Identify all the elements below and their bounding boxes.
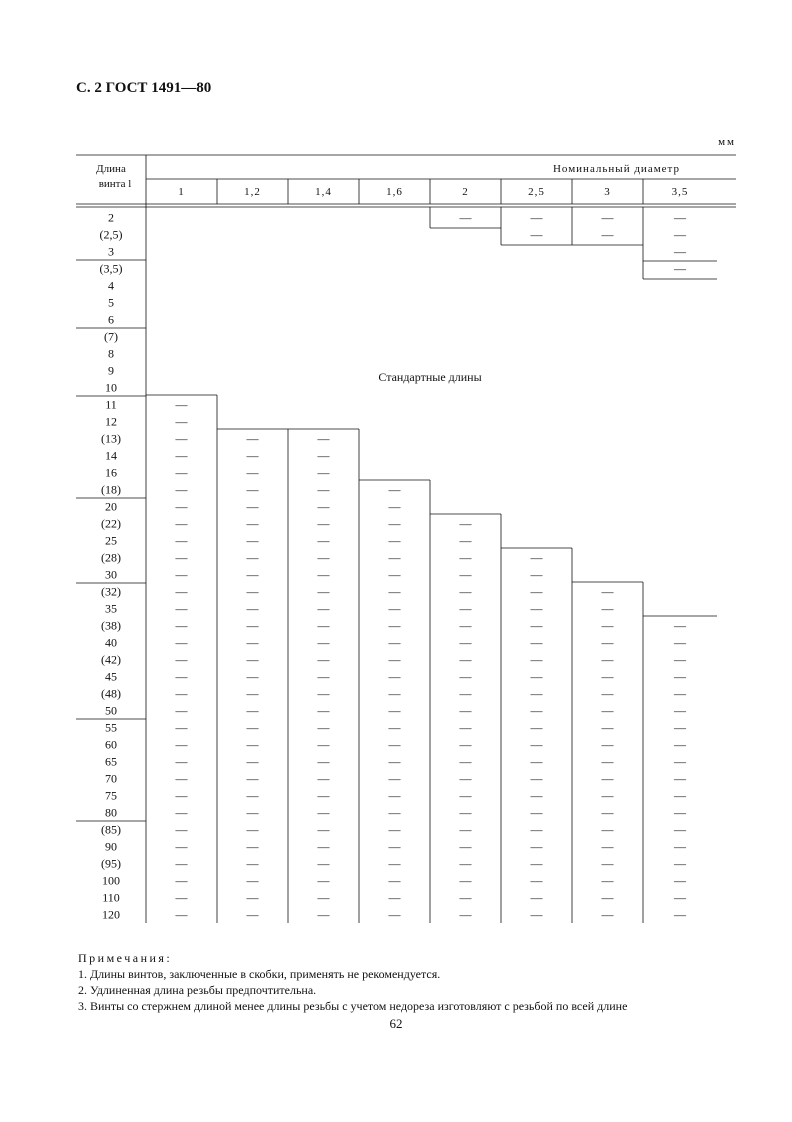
cell-dash: —: [530, 635, 543, 650]
cell-dash: —: [246, 431, 259, 446]
length-value: 25: [105, 533, 117, 548]
length-value: 2: [108, 210, 114, 225]
cell-dash: —: [317, 533, 330, 548]
length-value: 3: [108, 244, 114, 259]
cell-dash: —: [459, 533, 472, 548]
cell-dash: —: [246, 482, 259, 497]
cell-dash: —: [246, 533, 259, 548]
cell-dash: —: [246, 873, 259, 888]
cell-dash: —: [175, 635, 188, 650]
cell-dash: —: [459, 737, 472, 752]
cell-dash: —: [175, 788, 188, 803]
cell-dash: —: [674, 873, 686, 888]
cell-dash: —: [317, 601, 330, 616]
cell-dash: —: [388, 584, 401, 599]
cell-dash: —: [674, 227, 686, 242]
cell-dash: —: [459, 822, 472, 837]
cell-dash: —: [246, 805, 259, 820]
cell-dash: —: [388, 771, 401, 786]
cell-dash: —: [246, 771, 259, 786]
cell-dash: —: [530, 703, 543, 718]
cell-dash: —: [317, 465, 330, 480]
cell-dash: —: [175, 499, 188, 514]
cell-dash: —: [388, 890, 401, 905]
length-value: 6: [108, 312, 114, 327]
cell-dash: —: [388, 635, 401, 650]
cell-dash: —: [175, 431, 188, 446]
cell-dash: —: [674, 805, 686, 820]
cell-dash: —: [175, 533, 188, 548]
cell-dash: —: [388, 533, 401, 548]
cell-dash: —: [388, 907, 401, 922]
note-item: 2. Удлиненная длина резьбы предпочтительна.: [78, 983, 317, 997]
cell-dash: —: [388, 839, 401, 854]
cell-dash: —: [530, 720, 543, 735]
cell-dash: —: [459, 601, 472, 616]
diameter-header: 3: [604, 186, 611, 198]
cell-dash: —: [459, 567, 472, 582]
cell-dash: —: [388, 618, 401, 633]
cell-dash: —: [317, 448, 330, 463]
cell-dash: —: [175, 805, 188, 820]
cell-dash: —: [601, 805, 614, 820]
cell-dash: —: [388, 873, 401, 888]
length-value: 45: [105, 669, 117, 684]
cell-dash: —: [459, 669, 472, 684]
cell-dash: —: [674, 822, 686, 837]
cell-dash: —: [317, 737, 330, 752]
cell-dash: —: [246, 567, 259, 582]
cell-dash: —: [317, 686, 330, 701]
diameter-header: 1,6: [386, 186, 403, 198]
cell-dash: —: [530, 686, 543, 701]
cell-dash: —: [530, 788, 543, 803]
cell-dash: —: [601, 601, 614, 616]
page-header: С. 2 ГОСТ 1491—80: [76, 80, 212, 96]
cell-dash: —: [175, 601, 188, 616]
cell-dash: —: [175, 567, 188, 582]
cell-dash: —: [388, 822, 401, 837]
cell-dash: —: [246, 669, 259, 684]
cell-dash: —: [317, 584, 330, 599]
cell-dash: —: [674, 669, 686, 684]
length-value: (32): [101, 584, 121, 599]
cell-dash: —: [317, 499, 330, 514]
length-value: (28): [101, 550, 121, 565]
note-item: 3. Винты со стержнем длиной менее длины резьбы с учетом недореза изготовляют с резьбой по всей длине: [78, 999, 628, 1013]
cell-dash: —: [674, 907, 686, 922]
cell-dash: —: [674, 890, 686, 905]
standard-lengths-label: Стандартные длины: [378, 370, 482, 384]
cell-dash: —: [246, 720, 259, 735]
cell-dash: —: [175, 448, 188, 463]
cell-dash: —: [317, 550, 330, 565]
cell-dash: —: [388, 720, 401, 735]
notes: [78, 950, 738, 1014]
cell-dash: —: [530, 227, 543, 242]
cell-dash: —: [530, 550, 543, 565]
cell-dash: —: [601, 669, 614, 684]
cell-dash: —: [317, 618, 330, 633]
length-value: (18): [101, 482, 121, 497]
cell-dash: —: [175, 873, 188, 888]
cell-dash: —: [317, 771, 330, 786]
cell-dash: —: [674, 210, 686, 225]
cell-dash: —: [674, 652, 686, 667]
cell-dash: —: [459, 788, 472, 803]
cell-dash: —: [388, 737, 401, 752]
cell-dash: —: [246, 601, 259, 616]
cell-dash: —: [530, 601, 543, 616]
cell-dash: —: [317, 431, 330, 446]
cell-dash: —: [601, 703, 614, 718]
length-value: 55: [105, 720, 117, 735]
cell-dash: —: [601, 720, 614, 735]
cell-dash: —: [601, 210, 614, 225]
cell-dash: —: [674, 261, 686, 276]
cell-dash: —: [674, 856, 686, 871]
length-value: (7): [104, 329, 118, 344]
col-header-length: винта l: [98, 178, 132, 190]
cell-dash: —: [246, 448, 259, 463]
cell-dash: —: [674, 788, 686, 803]
cell-dash: —: [674, 771, 686, 786]
cell-dash: —: [175, 550, 188, 565]
cell-dash: —: [175, 397, 188, 412]
cell-dash: —: [674, 839, 686, 854]
length-value: (38): [101, 618, 121, 633]
cell-dash: —: [246, 635, 259, 650]
cell-dash: —: [175, 669, 188, 684]
diameter-header: 3,5: [671, 186, 689, 198]
cell-dash: —: [175, 771, 188, 786]
cell-dash: —: [246, 652, 259, 667]
cell-dash: —: [388, 805, 401, 820]
cell-dash: —: [530, 839, 543, 854]
page-number: 62: [389, 1016, 403, 1031]
cell-dash: —: [459, 703, 472, 718]
cell-dash: —: [317, 754, 330, 769]
cell-dash: —: [601, 890, 614, 905]
cell-dash: —: [601, 873, 614, 888]
length-value: 5: [108, 295, 114, 310]
cell-dash: —: [674, 686, 686, 701]
cell-dash: —: [246, 754, 259, 769]
cell-dash: —: [388, 567, 401, 582]
cell-dash: —: [601, 652, 614, 667]
cell-dash: —: [317, 856, 330, 871]
cell-dash: —: [388, 499, 401, 514]
cell-dash: —: [246, 839, 259, 854]
cell-dash: —: [175, 907, 188, 922]
cell-dash: —: [459, 635, 472, 650]
cell-dash: —: [459, 754, 472, 769]
length-value: 9: [108, 363, 114, 378]
cell-dash: —: [388, 652, 401, 667]
length-value: 10: [105, 380, 117, 395]
cell-dash: —: [317, 907, 330, 922]
note-item: 1. Длины винтов, заключенные в скобки, применять не рекомендуется.: [78, 967, 441, 981]
length-value: 12: [105, 414, 117, 429]
length-value: 90: [105, 839, 117, 854]
cell-dash: —: [601, 754, 614, 769]
length-value: 11: [105, 397, 117, 412]
cell-dash: —: [175, 465, 188, 480]
cell-dash: —: [388, 482, 401, 497]
length-value: (2,5): [99, 227, 123, 242]
length-value: 75: [105, 788, 117, 803]
length-value: 65: [105, 754, 117, 769]
cell-dash: —: [530, 754, 543, 769]
cell-dash: —: [246, 516, 259, 531]
cell-dash: —: [246, 550, 259, 565]
length-value: 30: [105, 567, 117, 582]
cell-dash: —: [175, 754, 188, 769]
cell-dash: —: [674, 720, 686, 735]
cell-dash: —: [317, 805, 330, 820]
length-value: 110: [102, 890, 120, 905]
cell-dash: —: [674, 618, 686, 633]
cell-dash: —: [530, 210, 543, 225]
cell-dash: —: [601, 635, 614, 650]
cell-dash: —: [175, 856, 188, 871]
cell-dash: —: [246, 737, 259, 752]
length-value: 20: [105, 499, 117, 514]
cell-dash: —: [246, 686, 259, 701]
cell-dash: —: [175, 822, 188, 837]
cell-dash: —: [459, 873, 472, 888]
cell-dash: —: [530, 805, 543, 820]
cell-dash: —: [175, 652, 188, 667]
cell-dash: —: [530, 907, 543, 922]
cell-dash: —: [246, 788, 259, 803]
cell-dash: —: [601, 839, 614, 854]
cell-dash: —: [175, 686, 188, 701]
cell-dash: —: [674, 244, 686, 259]
cell-dash: —: [175, 584, 188, 599]
cell-dash: —: [459, 720, 472, 735]
cell-dash: —: [175, 737, 188, 752]
cell-dash: —: [246, 856, 259, 871]
cell-dash: —: [459, 805, 472, 820]
length-value: (48): [101, 686, 121, 701]
notes-title: Примечания:: [78, 951, 173, 965]
cell-dash: —: [175, 703, 188, 718]
cell-dash: —: [388, 550, 401, 565]
units-label: мм: [718, 136, 736, 148]
cell-dash: —: [601, 227, 614, 242]
length-value: 50: [105, 703, 117, 718]
cell-dash: —: [601, 618, 614, 633]
cell-dash: —: [246, 499, 259, 514]
cell-dash: —: [530, 652, 543, 667]
cell-dash: —: [317, 652, 330, 667]
cell-dash: —: [601, 907, 614, 922]
cell-dash: —: [674, 635, 686, 650]
length-value: 80: [105, 805, 117, 820]
length-value: 120: [102, 907, 120, 922]
cell-dash: —: [246, 584, 259, 599]
cell-dash: —: [388, 754, 401, 769]
cell-dash: —: [601, 686, 614, 701]
length-value: (42): [101, 652, 121, 667]
cell-dash: —: [601, 822, 614, 837]
group-header-diameter: Номинальный диаметр: [552, 163, 680, 175]
cell-dash: —: [459, 210, 472, 225]
cell-dash: —: [317, 788, 330, 803]
cell-dash: —: [674, 737, 686, 752]
cell-dash: —: [459, 907, 472, 922]
cell-dash: —: [317, 482, 330, 497]
cell-dash: —: [459, 652, 472, 667]
cell-dash: —: [530, 584, 543, 599]
cell-dash: —: [175, 618, 188, 633]
cell-dash: —: [317, 839, 330, 854]
length-value: (95): [101, 856, 121, 871]
length-value: 40: [105, 635, 117, 650]
cell-dash: —: [317, 669, 330, 684]
cell-dash: —: [317, 635, 330, 650]
length-value: 60: [105, 737, 117, 752]
cell-dash: —: [246, 465, 259, 480]
length-value: (22): [101, 516, 121, 531]
cell-dash: —: [459, 839, 472, 854]
cell-dash: —: [388, 669, 401, 684]
cell-dash: —: [459, 771, 472, 786]
length-value: 14: [105, 448, 117, 463]
cell-dash: —: [674, 754, 686, 769]
cell-dash: —: [601, 737, 614, 752]
cell-dash: —: [317, 873, 330, 888]
cell-dash: —: [175, 414, 188, 429]
cell-dash: —: [530, 822, 543, 837]
cell-dash: —: [246, 703, 259, 718]
cell-dash: —: [388, 856, 401, 871]
cell-dash: —: [317, 703, 330, 718]
cell-dash: —: [175, 720, 188, 735]
cell-dash: —: [674, 703, 686, 718]
cell-dash: —: [459, 890, 472, 905]
cell-dash: —: [459, 516, 472, 531]
cell-dash: —: [388, 686, 401, 701]
cell-dash: —: [175, 482, 188, 497]
cell-dash: —: [246, 890, 259, 905]
length-value: 4: [108, 278, 114, 293]
length-value: (13): [101, 431, 121, 446]
diameter-header: 1: [178, 186, 185, 198]
diameter-header: 1,4: [315, 186, 332, 198]
cell-dash: —: [317, 720, 330, 735]
length-value: (3,5): [99, 261, 123, 276]
cell-dash: —: [246, 822, 259, 837]
cell-dash: —: [317, 822, 330, 837]
cell-dash: —: [175, 839, 188, 854]
cell-dash: —: [388, 703, 401, 718]
cell-dash: —: [317, 567, 330, 582]
col-header-length: Длина: [96, 163, 126, 175]
cell-dash: —: [388, 601, 401, 616]
length-value: 70: [105, 771, 117, 786]
cell-dash: —: [530, 890, 543, 905]
cell-dash: —: [459, 856, 472, 871]
cell-dash: —: [530, 618, 543, 633]
cell-dash: —: [388, 516, 401, 531]
cell-dash: —: [530, 567, 543, 582]
cell-dash: —: [530, 873, 543, 888]
length-value: 35: [105, 601, 117, 616]
cell-dash: —: [530, 669, 543, 684]
cell-dash: —: [530, 771, 543, 786]
cell-dash: —: [530, 856, 543, 871]
cell-dash: —: [459, 584, 472, 599]
diameter-header: 1,2: [244, 186, 261, 198]
cell-dash: —: [601, 788, 614, 803]
cell-dash: —: [388, 788, 401, 803]
cell-dash: —: [246, 907, 259, 922]
cell-dash: —: [459, 550, 472, 565]
cell-dash: —: [459, 618, 472, 633]
cell-dash: —: [601, 584, 614, 599]
cell-dash: —: [175, 516, 188, 531]
cell-dash: —: [601, 771, 614, 786]
length-value: 100: [102, 873, 120, 888]
cell-dash: —: [317, 516, 330, 531]
length-value: (85): [101, 822, 121, 837]
cell-dash: —: [601, 856, 614, 871]
length-value: 8: [108, 346, 114, 361]
diameter-header: 2,5: [528, 186, 545, 198]
cell-dash: —: [317, 890, 330, 905]
diameter-header: 2: [462, 186, 469, 198]
cell-dash: —: [530, 737, 543, 752]
cell-dash: —: [459, 686, 472, 701]
cell-dash: —: [175, 890, 188, 905]
cell-dash: —: [246, 618, 259, 633]
length-value: 16: [105, 465, 117, 480]
